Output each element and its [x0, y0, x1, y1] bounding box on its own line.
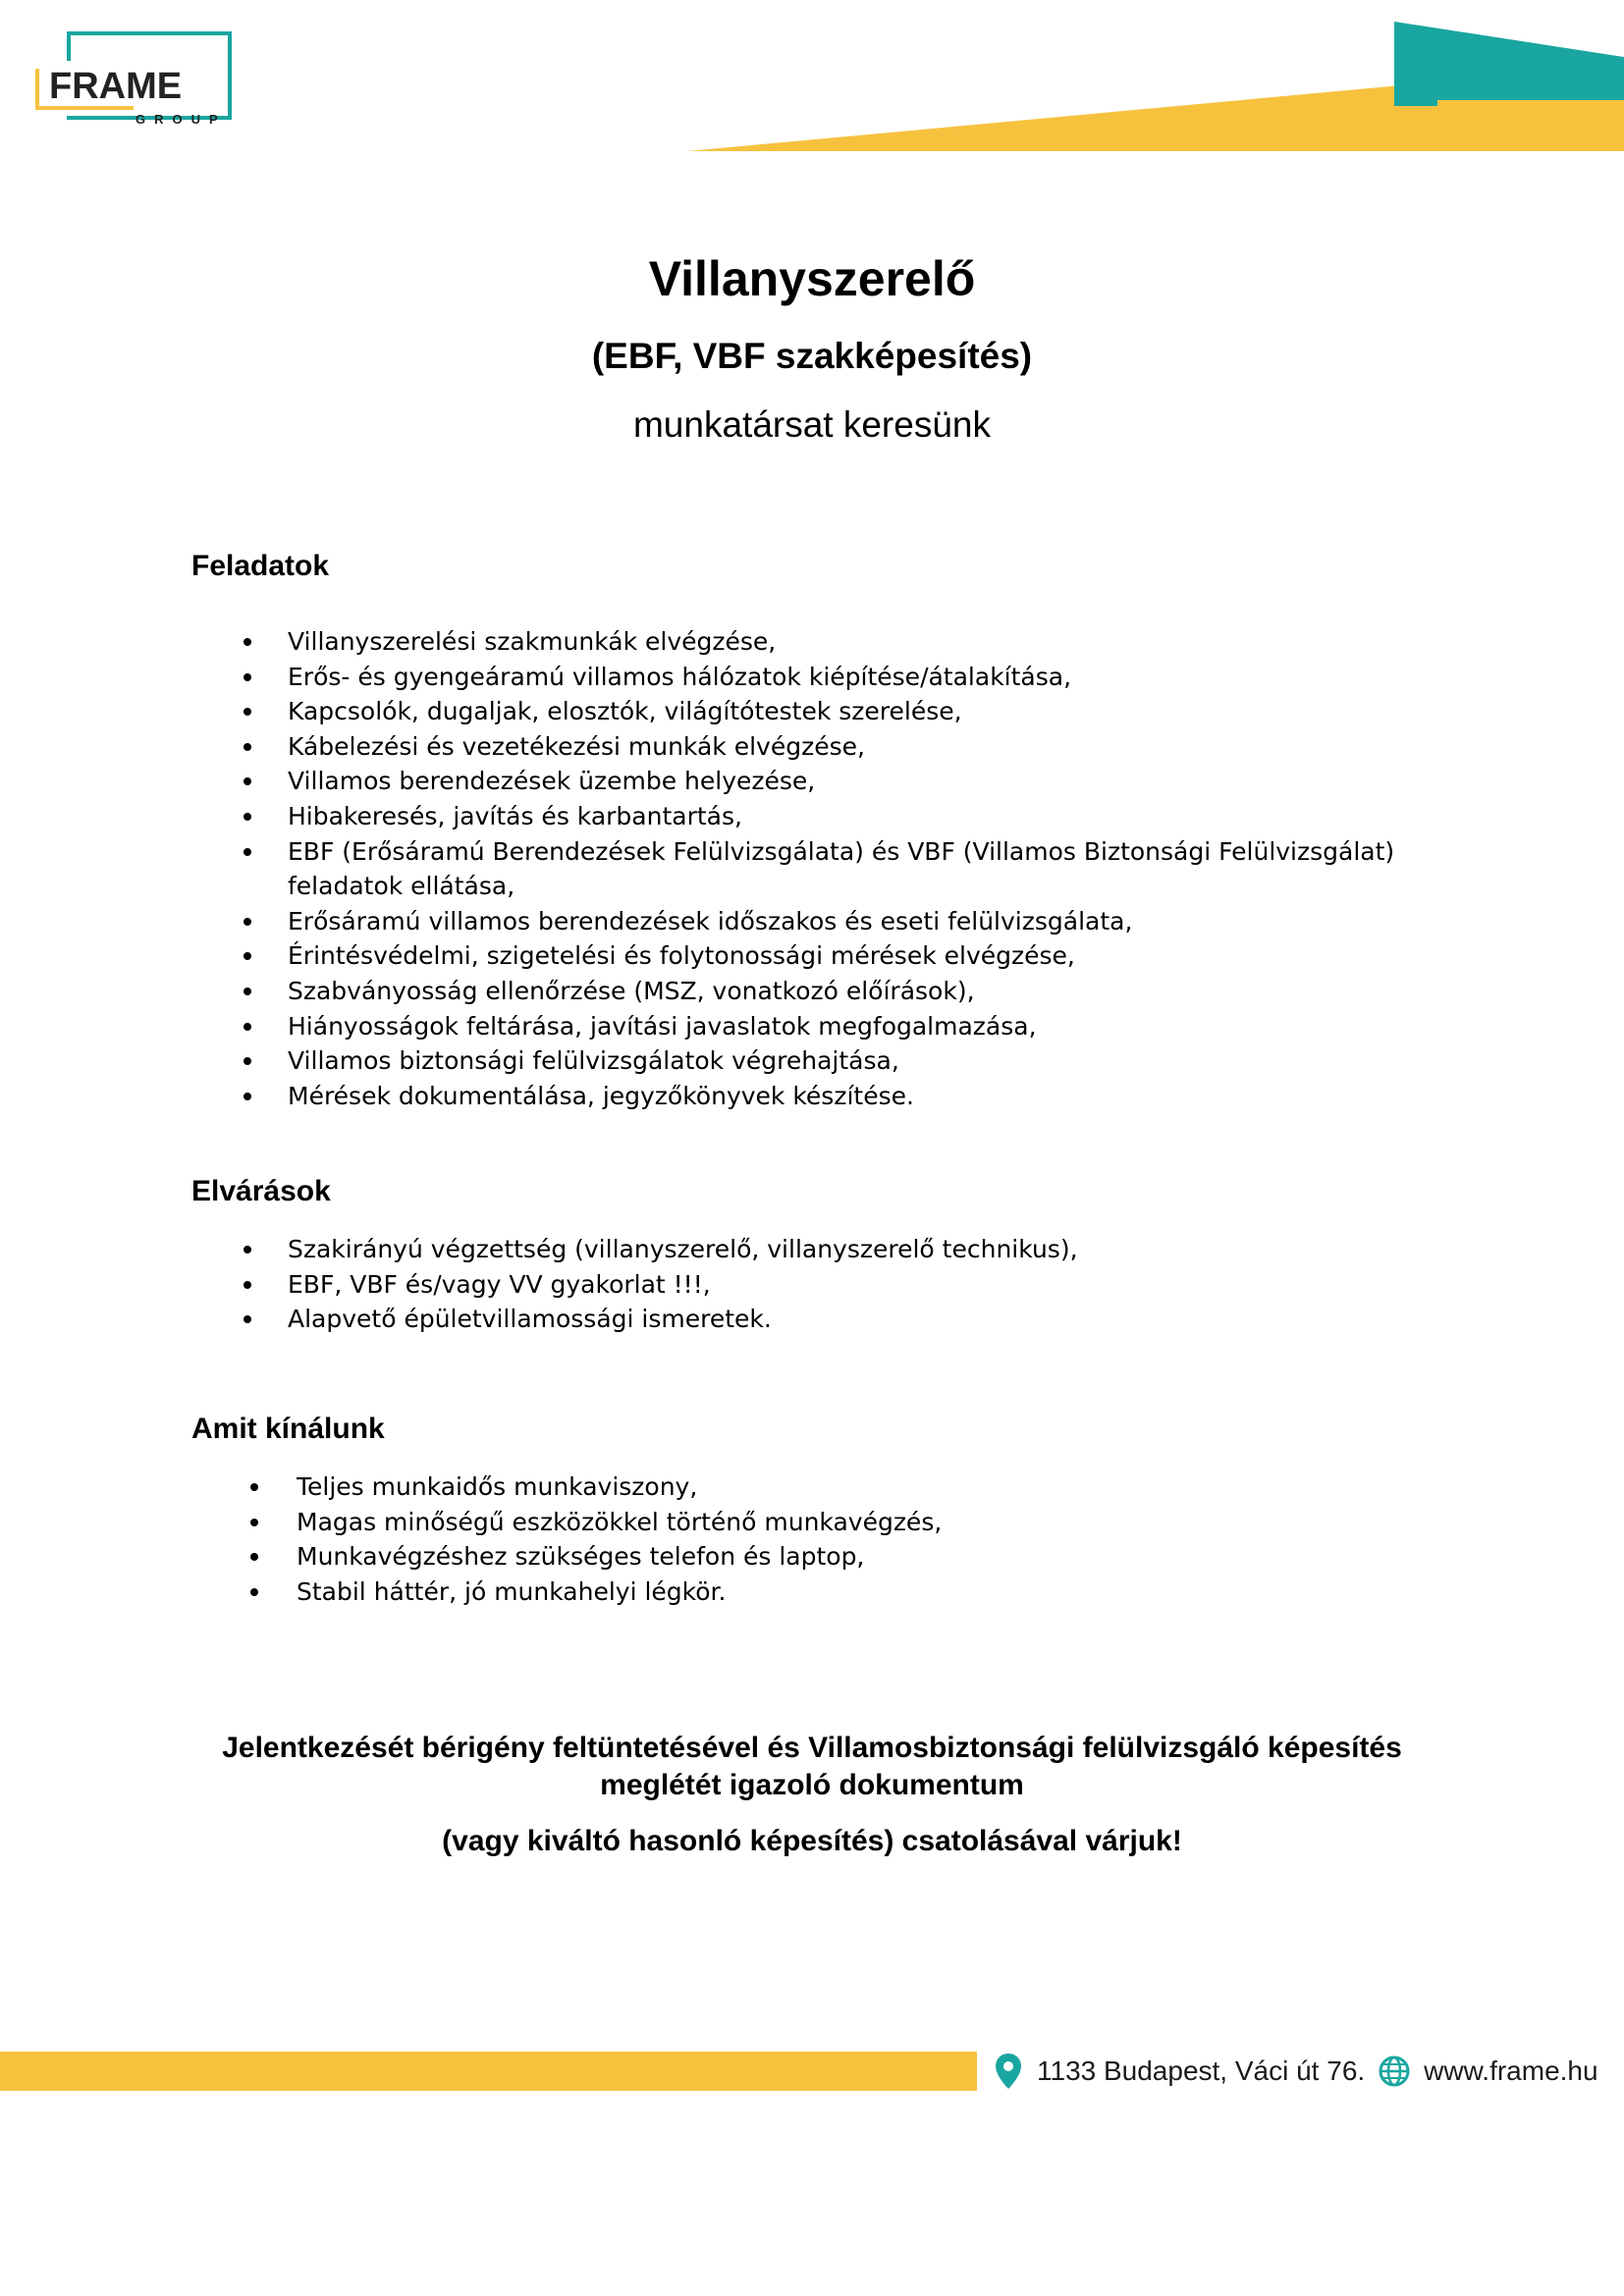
page-tagline: munkatársat keresünk: [632, 404, 991, 445]
tasks-section: [191, 550, 1429, 1113]
header-decoration: [687, 18, 1624, 155]
list-item: Erősáramú villamos berendezések időszakos és eseti felülvizsgálata,: [191, 904, 1429, 939]
cta-line-2: meglétét igazoló dokumentum: [600, 1769, 1024, 1801]
list-item: Teljes munkaidős munkaviszony,: [191, 1469, 1429, 1505]
footer-contact: [994, 2050, 1598, 2093]
page-subtitle: (EBF, VBF szakképesítés): [591, 336, 1033, 376]
frame-group-logo: [27, 22, 244, 130]
offer-section: [191, 1413, 1429, 1609]
globe-icon: [1379, 2056, 1410, 2087]
list-item: Szakirányú végzettség (villanyszerelő, villanyszerelő technikus),: [191, 1232, 1429, 1267]
footer-bar: [0, 2052, 977, 2091]
application-call: [0, 1730, 1624, 1804]
list-item: Stabil háttér, jó munkahelyi légkör.: [191, 1575, 1429, 1610]
logo-word: FRAME: [49, 66, 183, 107]
list-item: Villanyszerelési szakmunkák elvégzése,: [191, 624, 1429, 660]
footer-address: 1133 Budapest, Váci út 76.: [1037, 2056, 1366, 2086]
list-item: Villamos biztonsági felülvizsgálatok végrehajtása,: [191, 1043, 1429, 1079]
offer-heading: Amit kínálunk: [191, 1413, 385, 1445]
list-item: Magas minőségű eszközökkel történő munkavégzés,: [191, 1505, 1429, 1540]
list-item: Kábelezési és vezetékezési munkák elvégzése,: [191, 729, 1429, 765]
list-item: Hibakeresés, javítás és karbantartás,: [191, 799, 1429, 834]
list-item: Munkavégzéshez szükséges telefon és laptop,: [191, 1539, 1429, 1575]
requirements-heading: Elvárások: [191, 1175, 331, 1207]
footer-website[interactable]: www.frame.hu: [1424, 2056, 1598, 2086]
list-item: Szabványosság ellenőrzése (MSZ, vonatkozó előírások),: [191, 974, 1429, 1009]
requirements-list: [191, 1232, 1429, 1337]
list-item: Hiányosságok feltárása, javítási javaslatok megfogalmazása,: [191, 1009, 1429, 1044]
list-item: Érintésvédelmi, szigetelési és folytonossági mérések elvégzése,: [191, 938, 1429, 974]
page-title: Villanyszerelő: [648, 251, 976, 306]
list-item: EBF (Erősáramú Berendezések Felülvizsgálata) és VBF (Villamos Biztonsági Felülvizsgálat) feladatok ellátása,: [191, 834, 1429, 904]
list-item: Alapvető épületvillamossági ismeretek.: [191, 1302, 1429, 1337]
cta-line-1: Jelentkezését bérigény feltüntetésével és Villamosbiztonsági felülvizsgáló képesítés: [222, 1732, 1402, 1764]
requirements-section: [191, 1175, 1429, 1337]
list-item: Kapcsolók, dugaljak, elosztók, világítótestek szerelése,: [191, 694, 1429, 729]
tasks-heading: Feladatok: [191, 550, 330, 582]
logo-sub: GROUP: [135, 112, 227, 127]
map-pin-icon: [994, 2052, 1023, 2091]
list-item: EBF, VBF és/vagy VV gyakorlat !!!,: [191, 1267, 1429, 1303]
tasks-list: [191, 624, 1429, 1113]
list-item: Erős- és gyengeáramú villamos hálózatok kiépítése/átalakítása,: [191, 660, 1429, 695]
list-item: Mérések dokumentálása, jegyzőkönyvek készítése.: [191, 1079, 1429, 1114]
cta-line-3: (vagy kiváltó hasonló képesítés) csatolásával várjuk!: [442, 1825, 1182, 1857]
list-item: Villamos berendezések üzembe helyezése,: [191, 764, 1429, 799]
offer-list: [191, 1469, 1429, 1609]
